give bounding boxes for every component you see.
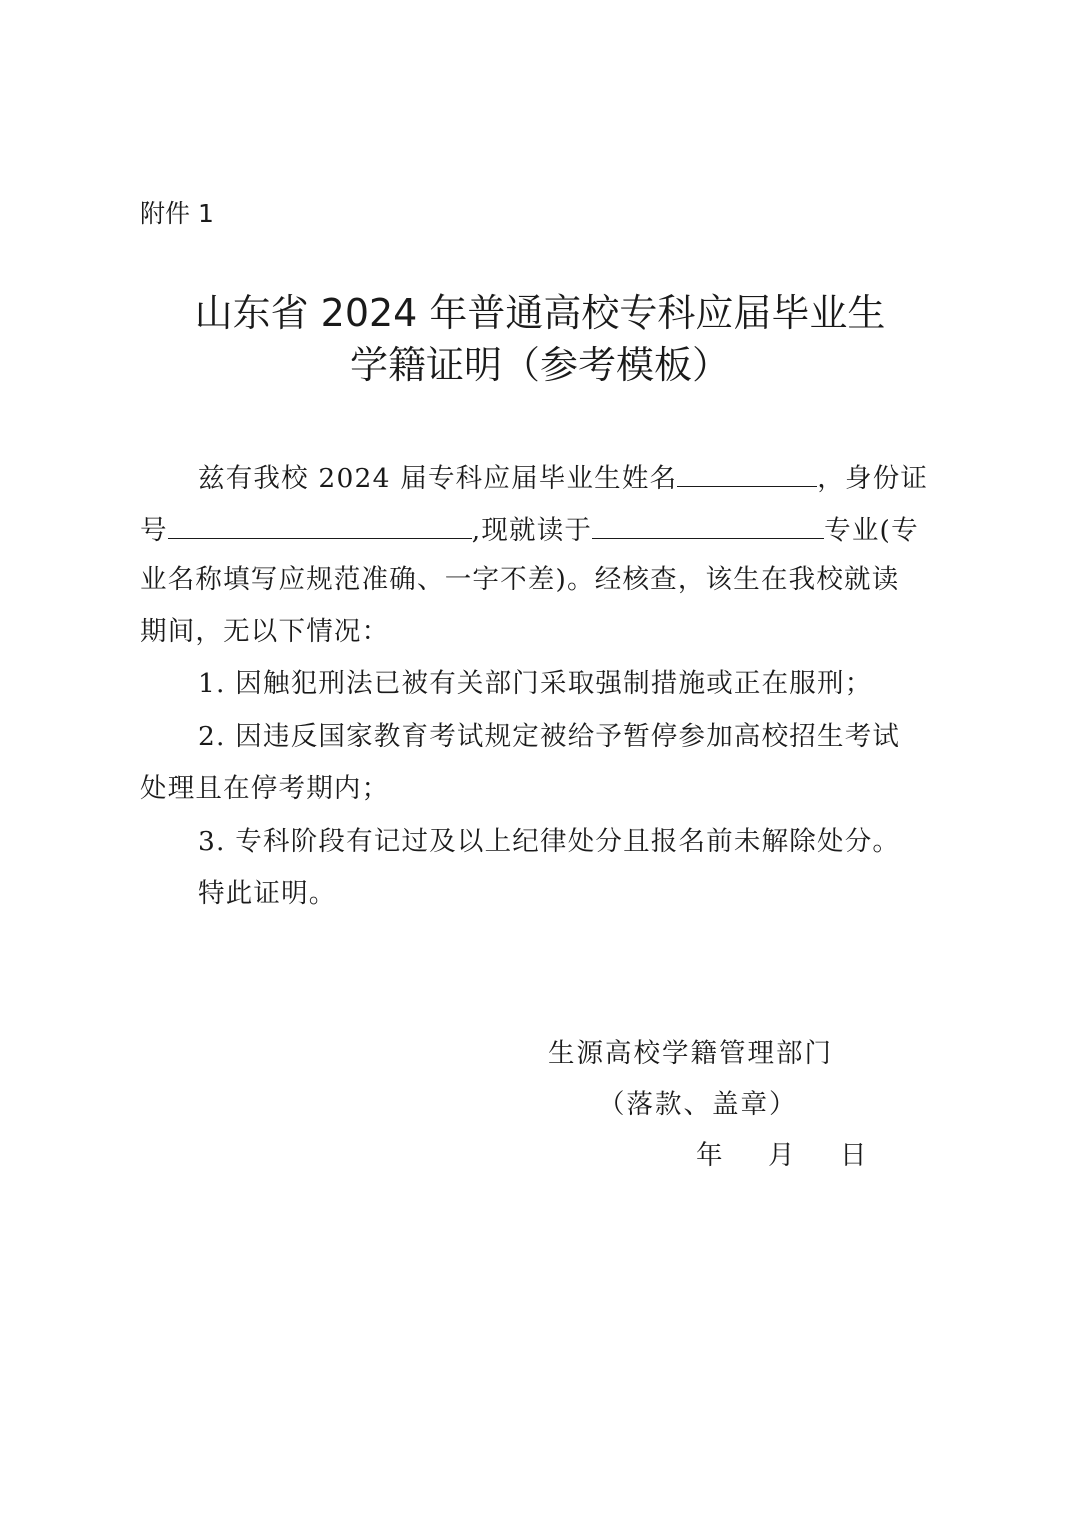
seal-note: （落款、盖章）	[598, 1089, 798, 1120]
body-line-1	[198, 458, 928, 497]
condition-item-2-cont: 处理且在停考期内；	[140, 773, 390, 804]
document-title-line-2: 学籍证明（参考模板）	[349, 343, 730, 387]
document-title-line-1: 山东省 2024 年普通高校专科应届毕业生	[194, 291, 886, 335]
closing-text: 特此证明。	[198, 878, 337, 909]
body-line-3: 业名称填写应规范准确、一字不差)。经核查，该生在我校就读	[140, 564, 900, 595]
body-line-2	[140, 510, 919, 549]
attachment-label: 附件 1	[140, 199, 214, 228]
major-blank[interactable]	[592, 510, 824, 539]
department-name: 生源高校学籍管理部门	[548, 1038, 833, 1069]
id-number-blank[interactable]	[168, 510, 472, 539]
condition-item-2: 2. 因违反国家教育考试规定被给予暂停参加高校招生考试	[198, 721, 901, 752]
studying-text: ,现就读于	[471, 515, 593, 546]
body-line-4: 期间，无以下情况：	[140, 616, 390, 647]
date-month-label: 月	[768, 1140, 795, 1171]
date-day-label: 日	[840, 1140, 867, 1171]
major-label-text: 专业(专	[824, 515, 919, 546]
condition-item-3: 3. 专科阶段有记过及以上纪律处分且报名前未解除处分。	[198, 826, 901, 857]
intro-text: 兹有我校 2024 届专科应届毕业生姓名	[198, 463, 678, 494]
id-label-text: ，身份证	[817, 463, 929, 494]
id-label-suffix: 号	[140, 515, 168, 546]
name-blank[interactable]	[677, 458, 817, 487]
condition-item-1: 1. 因触犯刑法已被有关部门采取强制措施或正在服刑；	[198, 668, 873, 699]
date-year-label: 年	[696, 1140, 723, 1171]
